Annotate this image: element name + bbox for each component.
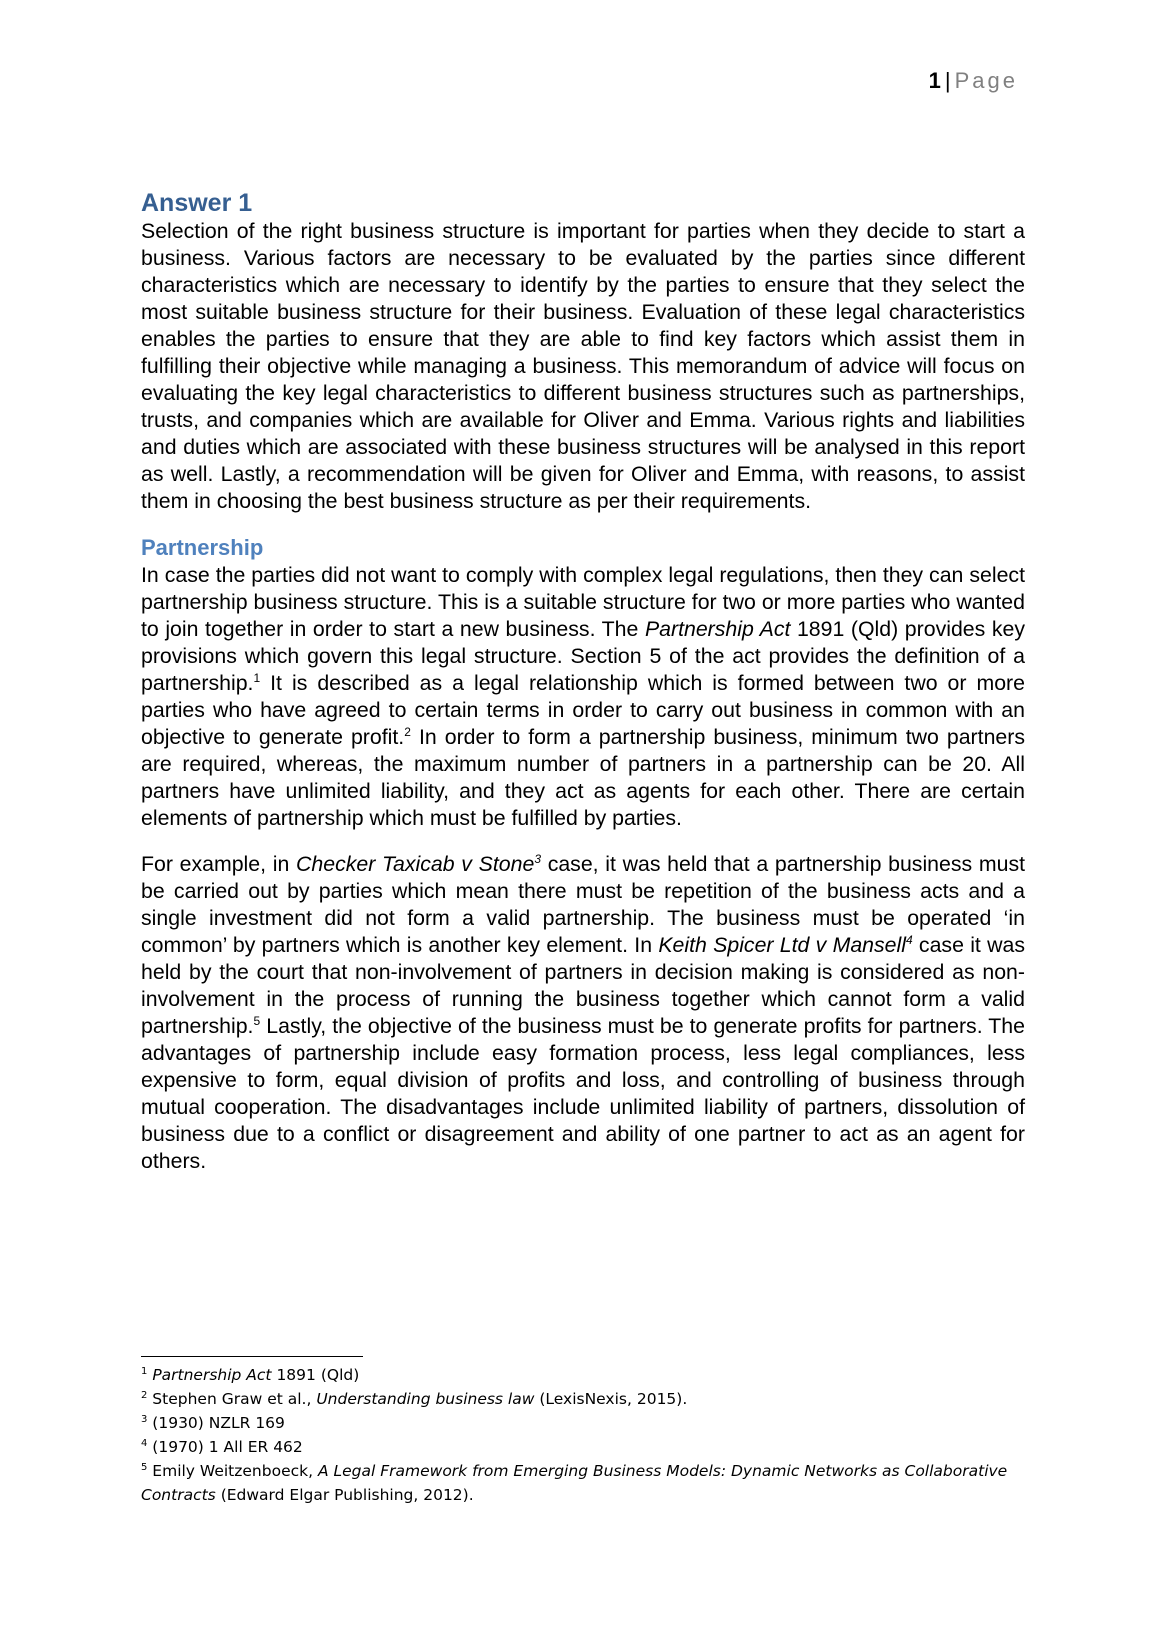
footnote-4: $^4$ (1970) 1 All ER 462 xyxy=(141,1437,303,1456)
footnote-ref-4[interactable]: 4 xyxy=(905,932,913,947)
footnote-divider xyxy=(141,1356,363,1357)
footnote-3: $^3$ (1930) NZLR 169 xyxy=(141,1413,285,1432)
page-number-value: 1 xyxy=(928,68,941,93)
page-label: Page xyxy=(954,68,1018,93)
partnership-paragraph-1: In case the parties did not want to comply with complex legal regulations, then they can select partnership business structure. This is a suitable structure for two or more parties who wanted to join together in order to start a new business. The Partnership Act 1891 (Qld) provides key provisions which govern this legal structure. Section 5 of the act provides the definition of a partnership.$^1$ It is described as a legal relationship which is formed between two or more parties who have agreed to certain terms in order to carry out business in common with an objective to generate profit.$^2$ In order to form a partnership business, minimum two partners are required, whereas, the maximum number of partners in a partnership can be 20. All partners have unlimited liability, and they act as agents for each other. There are certain elements of partnership which must be fulfilled by parties. xyxy=(141,563,1025,830)
case-citation-1: Checker Taxicab v Stone xyxy=(296,852,535,876)
footnote-ref-5[interactable]: 5 xyxy=(253,1013,261,1028)
footnote-ref-1[interactable]: 1 xyxy=(253,670,261,685)
document-body xyxy=(141,188,1025,1175)
page-number xyxy=(929,68,1018,94)
partnership-paragraph-2: For example, in Checker Taxicab v Stone$^3$ case, it was held that a partnership business must be carried out by parties which mean there must be repetition of the business acts and a single investment did not form a valid partnership. The business must be operated ‘in common’ by partners which is another key element. In Keith Spicer Ltd v Mansell$^4$ case it was held by the court that non-involvement of partners in decision making is considered as non-involvement in the process of running the business together which cannot form a valid partnership.$^5$ Lastly, the objective of the business must be to generate profits for partners. The advantages of partnership include easy formation process, less legal compliances, less expensive to form, equal division of profits and loss, and controlling of business through mutual cooperation. The disadvantages include unlimited liability of partners, dissolution of business due to a conflict or disagreement and ability of one partner to act as an agent for others. xyxy=(141,851,1026,1173)
footnote-5: $^5$ Emily Weitzenboeck, A Legal Framework from Emerging Business Models: Dynamic Networks as Collaborative Contracts (Edward Elgar Publishing, 2012). xyxy=(141,1461,1008,1504)
intro-paragraph: Selection of the right business structure is important for parties when they decide to start a business. Various factors are necessary to be evaluated by the parties since different characteristics which are necessary to identify by the parties to ensure that they select the most suitable business structure for their business. Evaluation of these legal characteristics enables the parties to ensure that they are able to find key factors which assist them in fulfilling their objective while managing a business. This memorandum of advice will focus on evaluating the key legal characteristics to different business structures such as partnerships, trusts, and companies which are available for Oliver and Emma. Various rights and liabilities and duties which are associated with these business structures will be analysed in this report as well. Lastly, a recommendation will be given for Oliver and Emma, with reasons, to assist them in choosing the best business structure as per their requirements. xyxy=(141,219,1025,513)
footnote-1: $^1$ Partnership Act 1891 (Qld) xyxy=(141,1365,360,1384)
case-citation-2: Keith Spicer Ltd v Mansell xyxy=(658,933,906,957)
footnote-ref-2[interactable]: 2 xyxy=(404,724,411,739)
partnership-heading: Partnership xyxy=(141,535,264,560)
page-number-separator: | xyxy=(944,68,951,93)
footnote-ref-3[interactable]: 3 xyxy=(534,851,541,866)
answer-heading: Answer 1 xyxy=(141,189,253,217)
act-citation: Partnership Act xyxy=(644,617,791,641)
footnotes xyxy=(141,1356,1029,1507)
footnote-2: $^2$ Stephen Graw et al., Understanding business law (LexisNexis, 2015). xyxy=(141,1389,688,1408)
